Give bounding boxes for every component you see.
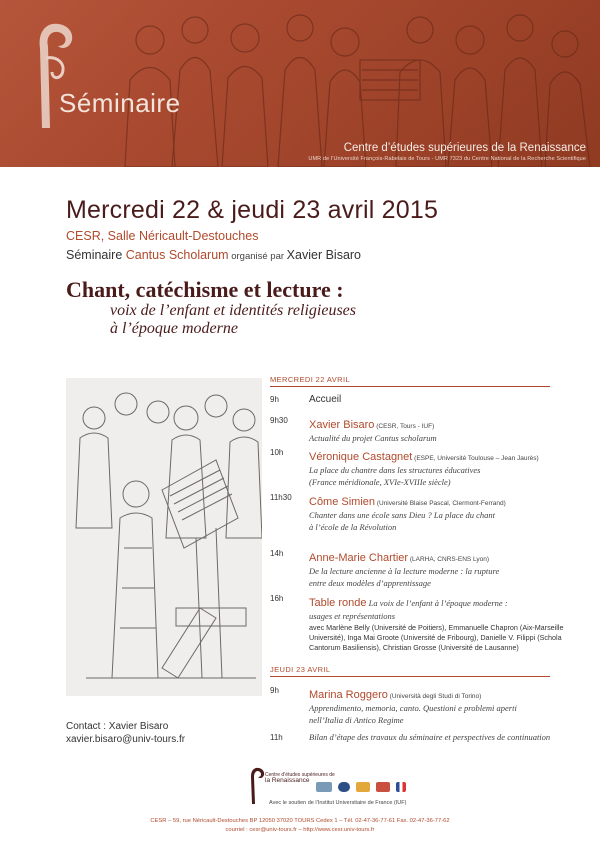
talk-title: Bilan d’étape des travaux du séminaire et perspectives de continuation xyxy=(309,732,551,742)
item-time: 16h xyxy=(270,594,284,603)
organiser-name: Xavier Bisaro xyxy=(286,248,362,262)
main-title: Chant, catéchisme et lecture : xyxy=(66,277,344,302)
footer-logo-line-1: Centre d’études supérieures de xyxy=(265,772,335,778)
footer-address: CESR – 59, rue Néricault-Destouches BP 12050 37020 TOURS Cedex 1 – Tél. 02-47-36-77-61 Fax. 02-47-36-77-62 xyxy=(150,818,450,824)
speaker-name: Table ronde xyxy=(309,597,367,609)
sub-title xyxy=(110,302,390,338)
talk-title-line-2: nell’Italia di Antico Regime xyxy=(309,714,404,725)
talk-title: De la lecture ancienne à la lecture moderne : la rupture xyxy=(309,566,500,576)
centre-affiliation: UMR de l’Université François-Rabelais de Tours - UMR 7323 du Centre National de la Recherche Scientifique xyxy=(308,156,586,162)
speaker-affiliation: (ESPE, Université Toulouse – Jean Jaurès) xyxy=(412,455,539,462)
seminar-title: Séminaire xyxy=(59,88,181,118)
item-time: 11h30 xyxy=(270,493,292,502)
speaker-affiliation: (CESR, Tours - IUF) xyxy=(374,423,435,430)
sub-title-line-1: voix de l’enfant et identités religieuses xyxy=(110,302,356,319)
seminar-prefix: Séminaire xyxy=(66,248,126,262)
talk-title: Apprendimento, memoria, canto. Questioni e problemi aperti xyxy=(309,703,517,713)
centre-name: Centre d’études supérieures de la Renaissance xyxy=(343,142,586,154)
partner-logos xyxy=(316,782,406,792)
choir-engraving-image xyxy=(66,378,262,696)
contact-label: Contact : Xavier Bisaro xyxy=(66,721,169,732)
item-time: 9h xyxy=(270,686,279,695)
seminar-name: Cantus Scholarum xyxy=(125,248,229,262)
speaker-name: Côme Simien xyxy=(309,496,376,508)
speaker-affiliation: (LARHA, CNRS-ENS Lyon) xyxy=(408,556,490,563)
speaker-affiliation: (Università degli Studi di Torino) xyxy=(387,693,482,700)
partner-logo-icon xyxy=(376,782,390,792)
organised-by: organisé par xyxy=(228,251,287,262)
talk-title-line-2: (France méridionale, XVIe-XVIIIe siècle) xyxy=(309,476,451,487)
speaker-name: Xavier Bisaro xyxy=(309,419,375,431)
footer-contact[interactable]: courriel : cesr@univ-tours.fr – http://www.cesr.univ-tours.fr xyxy=(225,827,375,833)
partner-logo-icon xyxy=(396,782,406,792)
talk-title: Chanter dans une école sans Dieu ? La place du chant xyxy=(309,510,496,520)
contact-block xyxy=(66,720,185,746)
item-time: 14h xyxy=(270,549,284,558)
contact-email[interactable]: xavier.bisaro@univ-tours.fr xyxy=(66,734,186,745)
talk-title-line-2: entre deux modèles d’apprentissage xyxy=(309,577,431,588)
footer-logo-line-2: la Renaissance xyxy=(265,777,310,784)
partner-logo-icon xyxy=(316,782,332,792)
programme xyxy=(270,375,588,742)
partner-logo-icon xyxy=(356,782,370,792)
panel-participants: avec Marlène Belly (Université de Poitiers), Emmanuelle Chapron (Aix-Marseille Université), Inga Mai Groote (Université de Fribourg), Danielle V. Filippi (Schola Cantorum Basiliensis), Christian Grosse (Université de Lausanne) xyxy=(309,622,564,652)
speaker-name: Marina Roggero xyxy=(309,689,388,701)
footer-cesr-logo-icon xyxy=(246,766,266,806)
item-time: 9h30 xyxy=(270,416,288,425)
talk-title: Actualité du projet Cantus scholarum xyxy=(309,433,437,443)
day-1-heading: MERCREDI 22 AVRIL xyxy=(270,375,550,387)
engraving-illustration xyxy=(66,378,262,696)
event-venue: CESR, Salle Néricault-Destouches xyxy=(66,229,259,243)
item-time: 10h xyxy=(270,448,284,457)
speaker-name: Véronique Castagnet xyxy=(309,451,413,463)
item-time: 11h xyxy=(270,733,283,742)
partner-logo-icon xyxy=(338,782,350,792)
footer-support: Avec le soutien de l’Institut Universitaire de France (IUF) xyxy=(269,800,407,806)
item-text: Accueil xyxy=(309,394,342,405)
talk-title-line-2: usages et représentations xyxy=(309,611,396,621)
sub-title-line-2: à l’époque moderne xyxy=(110,320,238,337)
cesr-logo-icon xyxy=(22,18,82,138)
header-banner xyxy=(0,0,600,167)
speaker-affiliation: (Université Blaise Pascal, Clermont-Ferrand) xyxy=(375,500,506,507)
talk-title: La place du chantre dans les structures éducatives xyxy=(309,465,481,475)
talk-title: La voix de l’enfant à l’époque moderne : xyxy=(366,598,508,608)
speaker-name: Anne-Marie Chartier xyxy=(309,552,409,564)
talk-title-line-2: à l’école de la Révolution xyxy=(309,521,397,532)
event-date: Mercredi 22 & jeudi 23 avril 2015 xyxy=(66,196,439,224)
item-time: 9h xyxy=(270,395,279,404)
day-2-heading: JEUDI 23 AVRIL xyxy=(270,665,550,677)
seminar-line xyxy=(66,248,361,262)
